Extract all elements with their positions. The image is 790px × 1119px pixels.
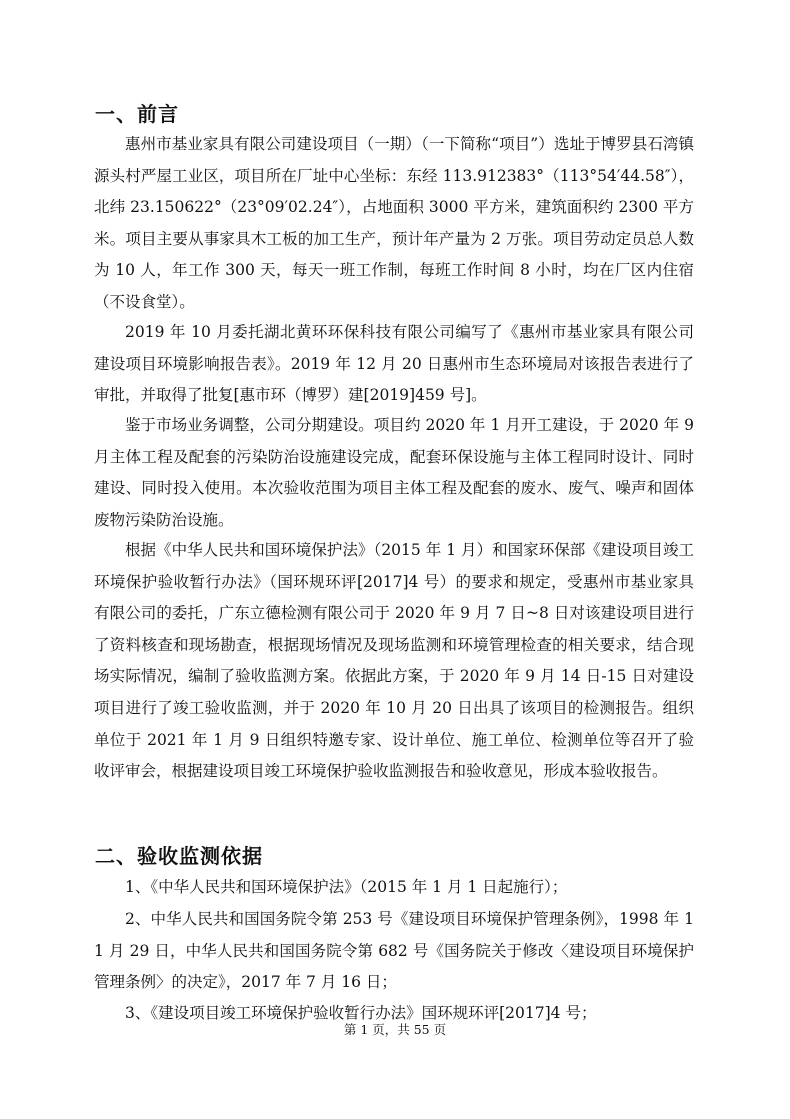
section-heading-preface: 一、前言 xyxy=(95,102,179,126)
preface-paragraph-acceptance-process: 根据《中华人民共和国环境保护法》（2015 年 1 月）和国家环保部《建设项目竣工环境保护验收暂行办法》（国环规环评[2017]4 号）的要求和规定，受惠州市基业家具有限公司的委托，广东立德检测有限公司于 2020 年 9 月 7 日~8 日对该建设项目进行了资料核查和现场勘查，根据现场情况及现场监测和环境管理检查的相关要求，结合现场实际情况，编制了验收监测方案。依据此方案，于 2020 年 9 月 14 日-15 日对建设项目进行了竣工验收监测，并于 2020 年 10 月 20 日出具了该项目的检测报告。组织单位于 2021 年 1 月 9 日组织特邀专家、设计单位、施工单位、检测单位等召开了验收评审会，根据建设项目竣工环境保护验收监测报告和验收意见，形成本验收报告。 xyxy=(94,541,694,781)
preface-paragraph-project-overview: 惠州市基业家具有限公司建设项目（一期）（一下简称“项目”）选址于博罗县石湾镇源头村严屋工业区，项目所在厂址中心坐标：东经 113.912383°（113°54′44.58″），北纬 23.150622°（23°09′02.24″），占地面积 3000 平方米，建筑面积约 2300 平方米。项目主要从事家具木工板的加工生产，预计年产量为 2 万张。项目劳动定员总人数为 10 人，年工作 300 天，每天一班工作制，每班工作时间 8 小时，均在厂区内住宿（不设食堂）。 xyxy=(94,135,694,311)
page-footer-number: 第 1 页，共 55 页 xyxy=(343,1022,447,1037)
basis-list-item: 2、中华人民共和国国务院令第 253 号《建设项目环境保护管理条例》，1998 年 11 月 29 日，中华人民共和国国务院令第 682 号《国务院关于修改〈建设项目环境保护管理条例〉的决定》，2017 年 7 月 16 日； xyxy=(94,910,694,992)
section-heading-monitoring-basis: 二、验收监测依据 xyxy=(95,844,263,868)
preface-paragraph-eia-report: 2019 年 10 月委托湖北黄环环保科技有限公司编写了《惠州市基业家具有限公司建设项目环境影响报告表》。2019 年 12 月 20 日惠州市生态环境局对该报告表进行了审批，并取得了批复[惠市环（博罗）建[2019]459 号]。 xyxy=(94,323,694,405)
preface-paragraph-construction-scope: 鉴于市场业务调整，公司分期建设。项目约 2020 年 1 月开工建设，于 2020 年 9 月主体工程及配套的污染防治设施建设完成，配套环保设施与主体工程同时设计、同时建设、同时投入使用。本次验收范围为项目主体工程及配套的废水、废气、噪声和固体废物污染防治设施。 xyxy=(94,416,694,529)
basis-list-item: 1、《中华人民共和国环境保护法》（2015 年 1 月 1 日起施行）； xyxy=(125,878,568,896)
basis-list-item: 3、《建设项目竣工环境保护验收暂行办法》国环规环评[2017]4 号； xyxy=(125,1004,597,1022)
